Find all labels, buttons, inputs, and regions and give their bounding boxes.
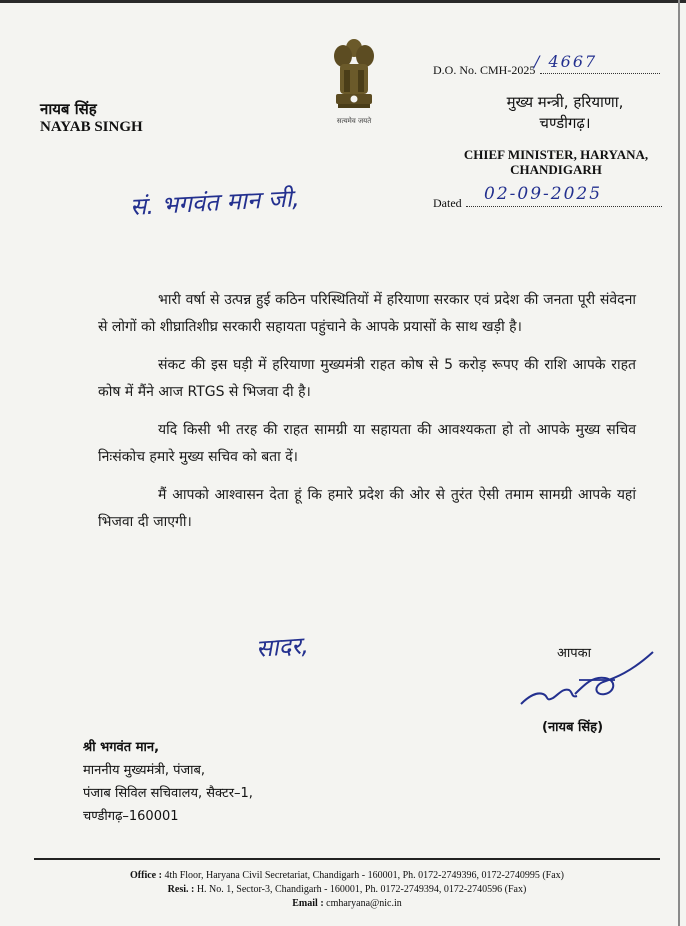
addressee-name: श्री भगवंत मान, xyxy=(83,740,160,755)
emblem-caption: सत्यमेव जयते xyxy=(336,117,372,125)
right-border xyxy=(678,0,680,926)
do-number-label: D.O. No. CMH-2025 xyxy=(433,63,536,77)
sender-name-english: NAYAB SINGH xyxy=(40,119,143,135)
closing-handwritten: सादर, xyxy=(255,631,310,663)
body-paragraph-3: यदि किसी भी तरह की राहत सामग्री या सहायता की आवश्यकता हो तो आपके मुख्य सचिव निःसंकोच हमारे मुख्य सचिव को बता दें। xyxy=(98,422,636,465)
date-dotted-line xyxy=(466,206,662,207)
signature-icon xyxy=(519,646,659,708)
top-border xyxy=(0,0,686,3)
date-handwritten: 02-09-2025 xyxy=(484,184,603,204)
designation-hindi xyxy=(470,92,660,134)
footer-email-row xyxy=(34,897,660,911)
footer xyxy=(34,869,660,911)
footer-email-label: Email : xyxy=(292,898,324,909)
footer-residence-label: Resi. : xyxy=(167,884,195,895)
body-paragraph-2: संकट की इस घड़ी में हरियाणा मुख्यमंत्री राहत कोष से 5 करोड़ रूपए की राशि आपके राहत कोष में मैंने आज RTGS से भिजवा दी है। xyxy=(98,357,636,400)
do-number-handwritten: / 4667 xyxy=(534,52,598,71)
addressee-designation: माननीय मुख्यमंत्री, पंजाब, xyxy=(83,763,206,778)
footer-office-row xyxy=(34,869,660,883)
footer-residence-row xyxy=(34,883,660,897)
addressee-office: पंजाब सिविल सचिवालय, सैक्टर–1, xyxy=(83,786,253,801)
footer-office-label: Office : xyxy=(130,870,162,881)
footer-email-text[interactable]: cmharyana@nic.in xyxy=(326,898,402,909)
designation-english-line2: CHANDIGARH xyxy=(510,162,602,177)
designation-hindi-line1: मुख्य मन्त्री, हरियाणा, xyxy=(506,93,624,111)
sender-name-hindi: नायब सिंह xyxy=(40,100,97,118)
footer-divider xyxy=(34,858,660,860)
salutation-handwritten: सं. भगवंत मान जी, xyxy=(129,184,301,221)
addressee-city: चण्डीगढ़–160001 xyxy=(83,809,179,824)
designation-english xyxy=(450,147,662,177)
letter-body xyxy=(98,287,636,547)
yours-label: आपका xyxy=(557,646,592,661)
dated-label: Dated xyxy=(433,196,462,210)
do-number-dotted-line xyxy=(540,73,660,74)
footer-residence-text: H. No. 1, Sector-3, Chandigarh - 160001, Ph. 0172-2749394, 0172-2740596 (Fax) xyxy=(196,884,527,895)
signer-name: (नायब सिंह) xyxy=(542,720,604,735)
designation-hindi-line2: चण्डीगढ़। xyxy=(539,114,591,132)
footer-office-text: 4th Floor, Haryana Civil Secretariat, Chandigarh - 160001, Ph. 0172-2749396, 0172-2740995 (Fax) xyxy=(164,870,564,881)
body-paragraph-1: भारी वर्षा से उत्पन्न हुई कठिन परिस्थितियों में हरियाणा सरकार एवं प्रदेश की जनता पूरी संवेदना से लोगों को शीघ्रातिशीघ्र सरकारी सहायता पहुंचाने के आपके प्रयासों के साथ खड़ी है। xyxy=(98,292,636,335)
body-paragraph-4: मैं आपको आश्वासन देता हूं कि हमारे प्रदेश की ओर से तुरंत ऐसी तमाम सामग्री आपके यहां भिजवा दी जाएगी। xyxy=(98,487,636,530)
designation-english-line1: CHIEF MINISTER, HARYANA, xyxy=(463,147,649,162)
addressee-block xyxy=(83,736,253,828)
